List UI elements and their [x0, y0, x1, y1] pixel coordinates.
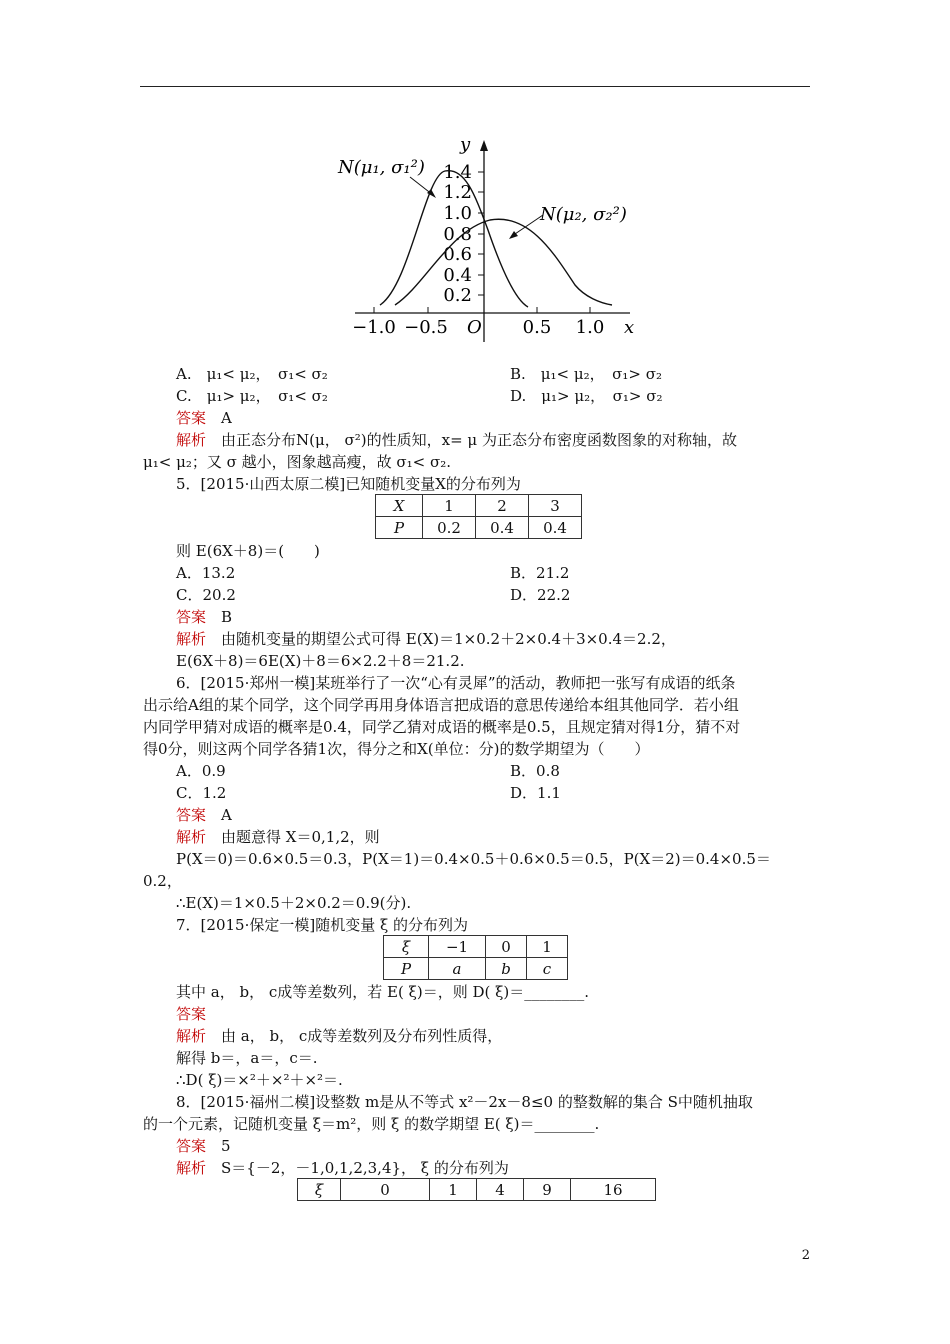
answer-label: 答案	[176, 1005, 207, 1023]
analysis-text: 由题意得 X＝0,1,2，则	[221, 828, 380, 846]
q7-analysis-row	[176, 1026, 502, 1046]
q7-question: 其中 a， b， c成等差数列，若 E( ξ)＝，则 D( ξ)＝________.	[176, 983, 589, 1001]
table-row	[384, 936, 568, 958]
table-cell: 0.2	[423, 517, 476, 539]
q5-analysis-line: E(6X＋8)＝6E(X)＋8＝6×2.2＋8＝21.2.	[176, 652, 465, 670]
x-axis-label: x	[624, 317, 635, 338]
q5-analysis-row	[176, 629, 676, 649]
table-cell: 16	[571, 1179, 656, 1201]
q6-analysis-row	[176, 827, 380, 847]
x-tick-label: −1.0	[352, 317, 396, 338]
analysis-label: 解析	[176, 431, 207, 449]
answer-value: A	[221, 409, 232, 427]
curve2-arrow	[509, 231, 518, 239]
q6-answer-row	[176, 805, 232, 825]
curve2-label: N(μ₂, σ₂²)	[540, 204, 627, 225]
q7-analysis-line: 解得 b＝，a＝，c＝.	[176, 1049, 318, 1067]
q6-analysis-line: 0.2，	[143, 872, 182, 890]
table-cell: 1	[423, 495, 476, 517]
x-tick-label: 0.5	[522, 317, 552, 338]
answer-value: B	[221, 608, 233, 626]
analysis-text: 由正态分布N(μ， σ²)的性质知，x= μ 为正态分布密度函数图象的对称轴，故	[221, 431, 737, 449]
analysis-text: S＝{－2，－1,0,1,2,3,4}， ξ 的分布列为	[221, 1159, 509, 1177]
table-cell: a	[429, 958, 486, 980]
table-row	[376, 517, 582, 539]
y-axis-arrow	[480, 140, 488, 151]
table-cell: ξ	[384, 936, 429, 958]
table-cell: P	[376, 517, 423, 539]
q4-answer-row	[176, 408, 232, 428]
q5-option-d: D．22.2	[510, 586, 571, 604]
q5-option-c: C．20.2	[176, 586, 236, 604]
q5-question: 则 E(6X＋8)＝( )	[176, 542, 320, 560]
q7-distribution-table	[383, 935, 568, 980]
table-cell: c	[527, 958, 568, 980]
x-tick-label: 1.0	[575, 317, 605, 338]
analysis-text: 由 a， b， c成等差数列及分布列性质得，	[221, 1027, 503, 1045]
header-rule	[140, 86, 810, 87]
answer-label: 答案	[176, 608, 207, 626]
q6-stem-line: 得0分，则这两个同学各猜1次，得分之和X(单位：分)的数学期望为（ ）	[143, 740, 650, 758]
table-cell: P	[384, 958, 429, 980]
y-tick-label: 0.8	[443, 224, 472, 245]
y-tick-label: 0.4	[443, 265, 472, 286]
normal-distribution-figure	[330, 135, 650, 350]
answer-label: 答案	[176, 409, 207, 427]
q6-option-c: C．1.2	[176, 784, 227, 802]
y-axis-label: y	[460, 135, 471, 155]
y-tick-label: 0.2	[443, 285, 472, 306]
table-cell: 3	[529, 495, 582, 517]
q8-stem-line: 8．[2015·福州二模]设整数 m是从不等式 x²－2x－8≤0 的整数解的集合 S中随机抽取	[176, 1093, 753, 1111]
analysis-label: 解析	[176, 1159, 207, 1177]
q8-stem-line: 的一个元素，记随机变量 ξ＝m²，则 ξ 的数学期望 E( ξ)＝________.	[143, 1115, 600, 1133]
curve1-label: N(μ₁, σ₁²)	[338, 157, 425, 178]
analysis-label: 解析	[176, 828, 207, 846]
q6-stem-line: 6．[2015·郑州一模]某班举行了一次“心有灵犀”的活动，教师把一张写有成语的纸条	[176, 674, 736, 692]
table-cell: 1	[527, 936, 568, 958]
q4-option-a: A. μ₁< μ₂， σ₁< σ₂	[176, 365, 328, 383]
q4-analysis-line: μ₁< μ₂；又 σ 越小，图象越高瘦，故 σ₁< σ₂.	[143, 453, 452, 471]
analysis-label: 解析	[176, 1027, 207, 1045]
table-cell: ξ	[298, 1179, 341, 1201]
q6-option-d: D．1.1	[510, 784, 561, 802]
q7-analysis-line: ∴D( ξ)＝×²＋×²＋×²＝.	[176, 1071, 343, 1089]
q4-analysis-row	[176, 430, 737, 450]
q8-analysis-row	[176, 1158, 509, 1178]
y-tick-label: 1.4	[443, 162, 472, 183]
q6-stem-line: 内同学甲猜对成语的概率是0.4，同学乙猜对成语的概率是0.5，且规定猜对得1分，猜不对	[143, 718, 741, 736]
q6-analysis-line: ∴E(X)＝1×0.5＋2×0.2＝0.9(分).	[176, 894, 412, 912]
origin-label: O	[467, 317, 482, 338]
page-number: 2	[801, 1248, 810, 1263]
q4-option-d: D. μ₁> μ₂， σ₁> σ₂	[510, 387, 663, 405]
q6-analysis-line: P(X＝0)＝0.6×0.5＝0.3，P(X＝1)＝0.4×0.5＋0.6×0.5＝0.5，P(X＝2)＝0.4×0.5＝	[176, 850, 771, 868]
q5-answer-row	[176, 607, 232, 627]
table-cell: 0.4	[529, 517, 582, 539]
q4-option-c: C. μ₁> μ₂， σ₁< σ₂	[176, 387, 328, 405]
q6-option-a: A．0.9	[176, 762, 226, 780]
q7-stem: 7．[2015·保定一模]随机变量 ξ 的分布列为	[176, 916, 468, 934]
curve-n2	[395, 219, 612, 305]
q8-distribution-table	[297, 1178, 656, 1201]
answer-label: 答案	[176, 1137, 207, 1155]
answer-value: 5	[221, 1137, 231, 1155]
answer-value: A	[221, 806, 232, 824]
table-cell: 9	[524, 1179, 571, 1201]
table-row	[376, 495, 582, 517]
table-row	[384, 958, 568, 980]
q5-distribution-table	[375, 494, 582, 539]
q5-option-a: A．13.2	[176, 564, 236, 582]
table-row	[298, 1179, 656, 1201]
y-tick-label: 0.6	[443, 244, 472, 265]
table-cell: −1	[429, 936, 486, 958]
analysis-label: 解析	[176, 630, 207, 648]
curve2-leader	[512, 215, 543, 236]
table-cell: 0.4	[476, 517, 529, 539]
q6-stem-line: 出示给A组的某个同学，这个同学再用身体语言把成语的意思传递给本组其他同学．若小组	[143, 696, 739, 714]
y-tick-label: 1.2	[443, 182, 472, 203]
table-cell: 1	[430, 1179, 477, 1201]
table-cell: 2	[476, 495, 529, 517]
q8-answer-row	[176, 1136, 231, 1156]
q5-option-b: B．21.2	[510, 564, 570, 582]
q4-option-b: B. μ₁< μ₂， σ₁> σ₂	[510, 365, 662, 383]
table-cell: 4	[477, 1179, 524, 1201]
table-cell: 0	[486, 936, 527, 958]
q6-option-b: B．0.8	[510, 762, 560, 780]
q5-stem: 5．[2015·山西太原二模]已知随机变量X的分布列为	[176, 475, 521, 493]
table-cell: 0	[341, 1179, 430, 1201]
answer-label: 答案	[176, 806, 207, 824]
analysis-text: 由随机变量的期望公式可得 E(X)＝1×0.2＋2×0.4＋3×0.4＝2.2，	[221, 630, 676, 648]
y-tick-label: 1.0	[443, 203, 472, 224]
table-cell: X	[376, 495, 423, 517]
table-cell: b	[486, 958, 527, 980]
x-tick-label: −0.5	[404, 317, 448, 338]
